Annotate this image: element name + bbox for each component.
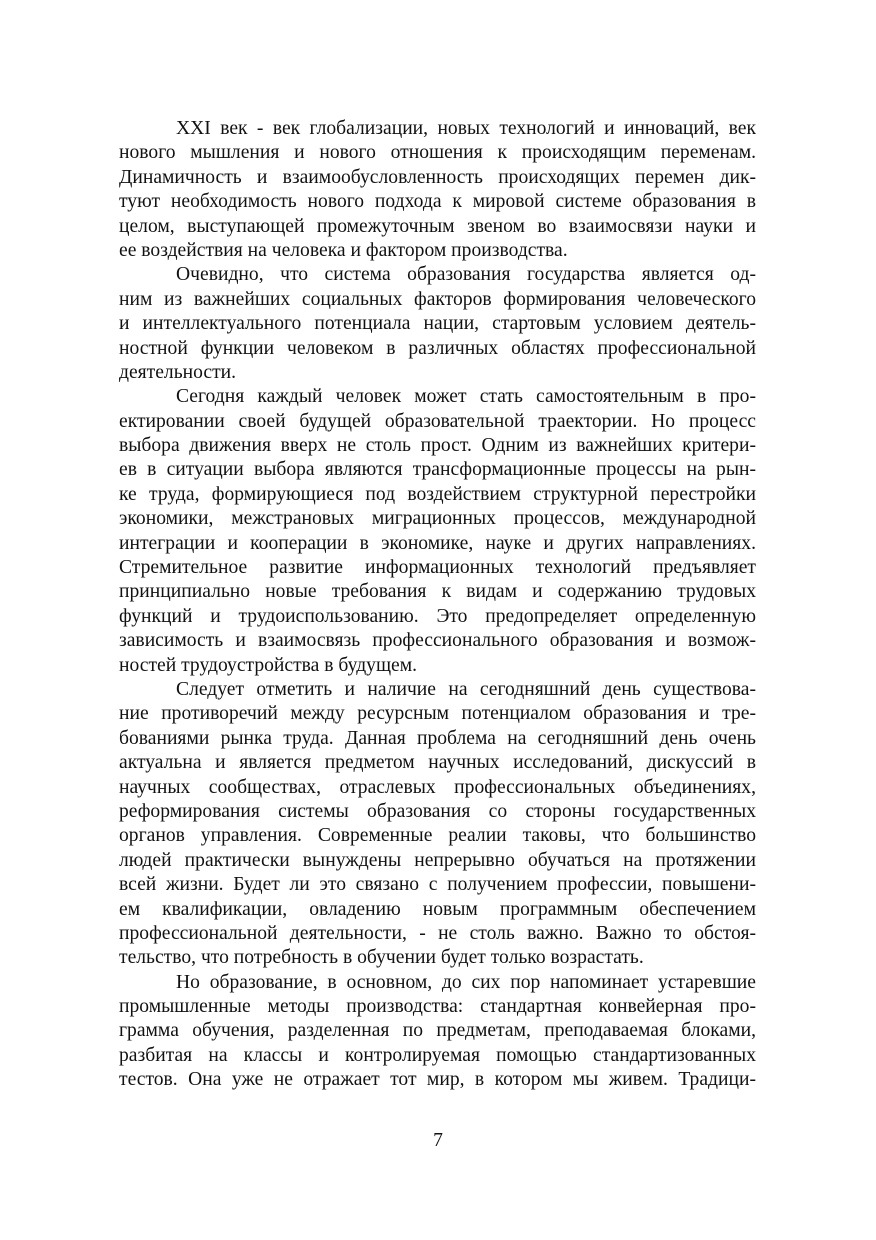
paragraph (119, 971, 756, 1093)
text-line: выбора движения вверх не столь прост. Одним из важнейших критери- (119, 435, 756, 457)
text-line: людей практически вынуждены непрерывно обучаться на протяжении (119, 849, 756, 871)
text-line: ностной функции человеком в различных областях профессиональной (119, 337, 756, 359)
text-line: зависимость и взаимосвязь профессионального образования и возмож- (119, 630, 756, 652)
text-line: ке труда, формирующиеся под воздействием структурной перестройки (119, 483, 756, 505)
page-number: 7 (433, 1130, 443, 1151)
text-line: разбитая на классы и контролируемая помощью стандартизованных (119, 1044, 756, 1066)
text-line: научных сообществах, отраслевых профессиональных объединениях, (119, 776, 756, 798)
text-line: функций и трудоиспользованию. Это предопределяет определенную (119, 605, 756, 627)
text-line: деятельности. (119, 361, 237, 383)
text-line: бованиями рынка труда. Данная проблема на сегодняшний день очень (119, 727, 756, 749)
paragraph (119, 385, 756, 678)
text-line: промышленные методы производства: стандартная конвейерная про- (119, 996, 756, 1018)
text-line: XXI век - век глобализации, новых технологий и инноваций, век (176, 118, 756, 139)
text-line: ние противоречий между ресурсным потенциалом образования и тре- (119, 703, 756, 725)
text-line: Очевидно, что система образования государства является од- (176, 264, 756, 286)
text-line: профессиональной деятельности, - не столь важно. Важно то обстоя- (119, 922, 756, 944)
text-line: ектировании своей будущей образовательной траектории. Но процесс (119, 410, 756, 432)
text-line: Сегодня каждый человек может стать самостоятельным в про- (176, 386, 756, 408)
text-line: и интеллектуального потенциала нации, стартовым условием деятель- (119, 313, 756, 335)
paragraph (119, 678, 756, 971)
text-line: Но образование, в основном, до сих пор напоминает устаревшие (176, 971, 756, 993)
text-line: всей жизни. Будет ли это связано с получением профессии, повышени- (119, 874, 756, 896)
text-line: туют необходимость нового подхода к мировой системе образования в (119, 191, 756, 213)
text-line: Динамичность и взаимообусловленность происходящих перемен дик- (119, 166, 756, 188)
text-line: органов управления. Современные реалии таковы, что большинство (119, 825, 756, 847)
text-line: ев в ситуации выбора являются трансформационные процессы на рын- (119, 459, 756, 481)
text-line: ностей трудоустройства в будущем. (119, 654, 418, 676)
text-line: интеграции и кооперации в экономике, науке и других направлениях. (119, 532, 756, 554)
text-line: ее воздействия на человека и фактором производства. (119, 239, 568, 261)
text-line: тестов. Она уже не отражает тот мир, в котором мы живем. Традици- (119, 1069, 756, 1091)
text-line: Стремительное развитие информационных технологий предъявляет (119, 557, 756, 579)
text-line: тельство, что потребность в обучении будет только возрастать. (119, 947, 644, 969)
text-line: грамма обучения, разделенная по предметам, преподаваемая блоками, (119, 1020, 756, 1042)
text-line: нового мышления и нового отношения к происходящим переменам. (119, 142, 756, 164)
text-line: экономики, межстрановых миграционных процессов, международной (119, 508, 756, 530)
text-line: ем квалификации, овладению новым программным обеспечением (119, 898, 756, 920)
text-line: реформирования системы образования со стороны государственных (119, 800, 756, 822)
paragraph (119, 263, 756, 385)
paragraph (119, 117, 756, 263)
text-line: Следует отметить и наличие на сегодняшний день существова- (176, 678, 756, 700)
text-line: принципиально новые требования к видам и содержанию трудовых (119, 581, 756, 603)
text-line: целом, выступающей промежуточным звеном во взаимосвязи науки и (119, 215, 756, 237)
text-line: ним из важнейших социальных факторов формирования человеческого (119, 288, 756, 310)
text-line: актуальна и является предметом научных исследований, дискуссий в (119, 752, 756, 774)
body-text (119, 117, 756, 1093)
